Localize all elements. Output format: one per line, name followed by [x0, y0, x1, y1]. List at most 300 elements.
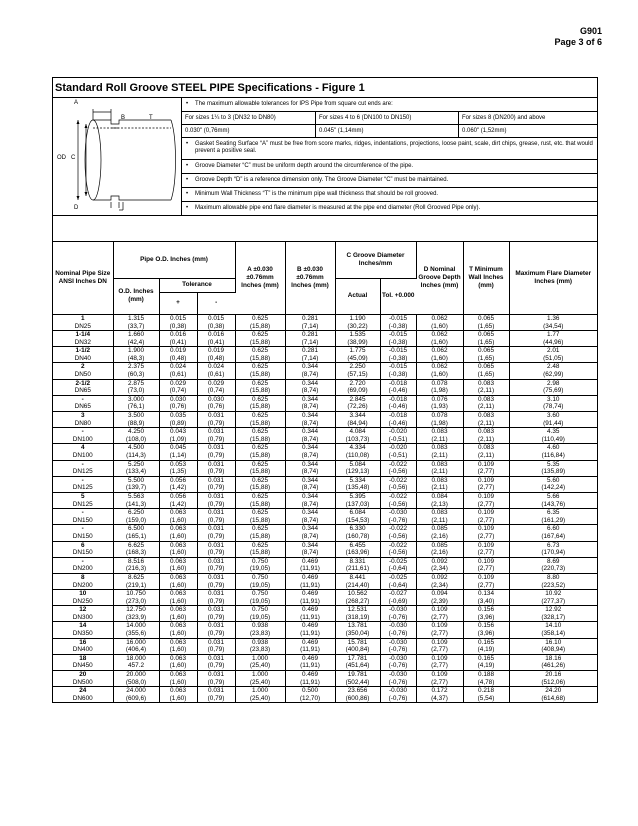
cell-value-metric: (114,3)	[126, 452, 146, 460]
cell-value: 0.344	[302, 476, 318, 484]
cell-d	[416, 395, 463, 411]
cell-value: 0.024	[208, 363, 224, 371]
cell-value-metric: (57,15)	[347, 371, 368, 379]
cell-tol-plus	[159, 671, 197, 687]
cell-value: 1	[80, 314, 85, 322]
cell-value: -0.025	[388, 573, 408, 581]
cell-value-metric: (1,65)	[477, 371, 495, 379]
cell-value: 0.625	[252, 379, 268, 387]
cell-value: -0.022	[388, 541, 408, 549]
table-row	[53, 460, 597, 476]
cell-value: 0.063	[170, 573, 186, 581]
cell-value: 0.625	[252, 331, 268, 339]
cell-tol-minus	[197, 331, 235, 347]
cell-b	[285, 444, 335, 460]
cell-value: 6.625	[128, 541, 144, 549]
cell-t	[463, 379, 509, 395]
cell-value-metric: (48,3)	[127, 354, 145, 362]
cell-value: 0.750	[252, 590, 268, 598]
table-row	[53, 347, 597, 363]
cell-value: 3.60	[547, 412, 560, 420]
cell-tol-plus	[159, 444, 197, 460]
cell-value-metric: (8,74)	[301, 387, 319, 395]
cell-value-metric: (4,19)	[477, 646, 495, 654]
cell-value: 0.030	[208, 395, 224, 403]
header-c: C Groove Diameter Inches/mm	[335, 242, 416, 278]
note-text: Gasket Seating Surface “A” must be free from score marks, ridges, indentations, projections, loose paint, scale, dirt chips, grease, rust, etc. that would prevent a positive seal.	[195, 141, 593, 155]
cell-value-metric: (168,3)	[125, 549, 147, 557]
cell-t	[463, 606, 509, 622]
header-tolerance: Tolerance	[159, 278, 235, 292]
cell-nominal	[53, 541, 113, 557]
cell-t	[463, 412, 509, 428]
cell-value-metric: (3,96)	[477, 630, 495, 638]
cell-value: 3.10	[547, 395, 560, 403]
cell-tol-plus	[159, 509, 197, 525]
cell-value: -0.025	[388, 557, 408, 565]
cell-flare	[509, 622, 597, 638]
cell-tol-minus	[197, 476, 235, 492]
cell-value: 0.031	[208, 671, 224, 679]
label-d: D	[74, 205, 79, 211]
cell-od	[113, 573, 159, 589]
cell-value-metric: (19,05)	[249, 597, 271, 605]
note-groove-depth	[182, 174, 597, 188]
cell-c-actual	[335, 525, 380, 541]
cell-value-metric: (318,19)	[345, 613, 370, 621]
cell-value: 0.188	[478, 671, 494, 679]
cell-value-metric: (-0,56)	[388, 468, 408, 476]
cell-value-metric: (15,88)	[249, 549, 271, 557]
cell-value-metric: (8,74)	[301, 516, 319, 524]
cell-value: 0.029	[170, 379, 186, 387]
tolerance-note	[182, 98, 597, 112]
cell-value-metric: (0,79)	[207, 678, 225, 686]
cell-flare	[509, 525, 597, 541]
cell-nominal	[53, 622, 113, 638]
cell-b	[285, 654, 335, 670]
cell-c-actual	[335, 379, 380, 395]
cell-value: 1.77	[547, 331, 560, 339]
cell-d	[416, 444, 463, 460]
cell-nominal	[53, 557, 113, 573]
cell-c-tol	[380, 638, 416, 654]
cell-value: 1.000	[252, 671, 268, 679]
cell-value: 0.024	[170, 363, 186, 371]
cell-d	[416, 573, 463, 589]
cell-value: 0.281	[302, 314, 318, 322]
cell-nominal	[53, 314, 113, 330]
cell-value-metric: (-0,76)	[388, 516, 408, 524]
cell-flare	[509, 590, 597, 606]
cell-tol-plus	[159, 395, 197, 411]
cell-tol-minus	[197, 573, 235, 589]
cell-value: 5	[80, 492, 85, 500]
cell-value: -0.022	[388, 476, 408, 484]
cell-value: 0.063	[170, 671, 186, 679]
cell-value: 20.16	[545, 671, 562, 679]
cell-value-metric: (15,88)	[249, 338, 271, 346]
cell-value: 0.469	[302, 573, 318, 581]
cell-b	[285, 687, 335, 703]
cell-value-metric: (-0,46)	[388, 403, 408, 411]
cell-c-actual	[335, 460, 380, 476]
table-row	[53, 363, 597, 379]
cell-value: 0.031	[208, 509, 224, 517]
cell-c-actual	[335, 428, 380, 444]
cell-value-metric: (4,78)	[477, 678, 495, 686]
cell-value-metric: DN40	[74, 354, 91, 362]
cell-value-metric: (1,14)	[169, 452, 187, 460]
table-row	[53, 314, 597, 330]
cell-value: 0.065	[478, 347, 494, 355]
cell-value-metric: (609,6)	[125, 694, 147, 702]
cell-value: 16.10	[545, 638, 562, 646]
cell-b	[285, 638, 335, 654]
cell-value-metric: DN200	[72, 581, 93, 589]
cell-value-metric: (1,93)	[431, 403, 448, 411]
cell-od	[113, 492, 159, 508]
cell-value-metric: (91,44)	[543, 419, 564, 427]
cell-value-metric: (8,74)	[301, 403, 319, 411]
header-actual: Actual	[335, 278, 380, 314]
cell-value-metric: (8,74)	[301, 371, 319, 379]
notes-list	[182, 98, 597, 215]
cell-value: -0.015	[388, 363, 408, 371]
cell-value-metric: (1,65)	[477, 354, 495, 362]
cell-value-metric: (160,78)	[345, 532, 370, 540]
cell-value-metric: (-0,56)	[388, 549, 408, 557]
cell-value: 0.469	[302, 638, 318, 646]
cell-value-metric: (0,79)	[207, 549, 225, 557]
cell-value: -	[81, 557, 84, 565]
cell-value-metric: (1,09)	[169, 435, 187, 443]
cell-value-metric: (1,60)	[431, 354, 448, 362]
cell-value: 0.750	[252, 606, 268, 614]
cell-value-metric: (69,09)	[347, 387, 368, 395]
cell-value-metric: DN350	[72, 630, 93, 638]
cell-value-metric: (15,88)	[249, 435, 271, 443]
cell-value: 0.076	[431, 395, 448, 403]
cell-value: 3	[80, 412, 85, 420]
cell-value-metric: DN150	[72, 516, 93, 524]
cell-value-metric: (350,04)	[345, 630, 370, 638]
cell-value: 1.000	[252, 687, 268, 695]
cell-value: 8.80	[547, 573, 560, 581]
cell-value: 0.083	[431, 444, 448, 452]
cell-tol-minus	[197, 492, 235, 508]
cell-value-metric: (15,88)	[249, 371, 271, 379]
cell-d	[416, 557, 463, 573]
cell-value: 0.062	[431, 347, 448, 355]
cell-value-metric: (216,3)	[125, 565, 147, 573]
cell-value: -0.015	[388, 331, 408, 339]
cell-d	[416, 331, 463, 347]
cell-value: -0.030	[388, 654, 408, 662]
cell-value-metric: (62,99)	[543, 371, 564, 379]
cell-value: 0.078	[431, 412, 448, 420]
cell-value: 0.218	[478, 687, 494, 695]
cell-value: 0.085	[431, 525, 448, 533]
cell-value: 14	[79, 622, 87, 630]
cell-a	[235, 671, 285, 687]
cell-value-metric: (1,98)	[431, 419, 448, 427]
cell-value-metric: (0,79)	[207, 581, 225, 589]
cell-nominal	[53, 347, 113, 363]
cell-value-metric: (0,79)	[207, 662, 225, 670]
cell-flare	[509, 671, 597, 687]
cell-a	[235, 654, 285, 670]
cell-value-metric: (214,40)	[345, 581, 370, 589]
cell-value-metric: (0,61)	[169, 371, 187, 379]
cell-value: 0.031	[208, 606, 224, 614]
cell-c-actual	[335, 444, 380, 460]
cell-value: 0.750	[252, 557, 268, 565]
cell-value-metric: (211,61)	[345, 565, 370, 573]
cell-d	[416, 525, 463, 541]
cell-tol-plus	[159, 541, 197, 557]
cell-value: 0.469	[302, 671, 318, 679]
cell-value: 2.48	[547, 363, 560, 371]
cell-tol-minus	[197, 606, 235, 622]
cell-value: 0.344	[302, 492, 318, 500]
tolerance-cell: 0.045" (1,14mm)	[316, 125, 459, 138]
cell-nominal	[53, 412, 113, 428]
cell-od	[113, 444, 159, 460]
table-row	[53, 331, 597, 347]
cell-tol-minus	[197, 395, 235, 411]
cell-value-metric: (23,83)	[249, 646, 271, 654]
cell-value: -0.022	[388, 525, 408, 533]
cell-value-metric: DN100	[72, 452, 93, 460]
cell-value: 1-1/2	[75, 347, 91, 355]
cell-value-metric: (11,91)	[300, 597, 320, 605]
cell-t	[463, 541, 509, 557]
cell-value-metric: (0,79)	[207, 468, 225, 476]
cell-value: 0.045	[170, 444, 186, 452]
cell-value-metric: (1,42)	[169, 484, 187, 492]
cell-tol-minus	[197, 509, 235, 525]
cell-value: 0.469	[302, 606, 318, 614]
cell-tol-plus	[159, 687, 197, 703]
cell-value-metric: (3,96)	[477, 613, 495, 621]
cell-t	[463, 622, 509, 638]
cell-value-metric: DN65	[74, 387, 91, 395]
cell-value-metric: (12,70)	[299, 694, 321, 702]
cell-nominal	[53, 509, 113, 525]
cell-a	[235, 347, 285, 363]
cell-value: -0.015	[388, 347, 408, 355]
cell-value: -0.030	[388, 671, 408, 679]
cell-value: 16	[79, 638, 87, 646]
cell-value: 6.330	[349, 525, 366, 533]
cell-value: 0.469	[302, 654, 318, 662]
cell-value-metric: (-0,76)	[388, 694, 408, 702]
figure-title: Standard Roll Groove STEEL PIPE Specifications - Figure 1	[53, 78, 597, 98]
cell-value-metric: (142,24)	[541, 484, 566, 492]
cell-t	[463, 460, 509, 476]
cell-value: 8.331	[349, 557, 366, 565]
cell-value-metric: (8,74)	[301, 532, 319, 540]
cell-value: 1.190	[349, 314, 366, 322]
header-t: T Minimum Wall Inches (mm)	[463, 242, 509, 314]
cell-value: 0.344	[302, 412, 318, 420]
cell-b	[285, 347, 335, 363]
cell-b	[285, 363, 335, 379]
cell-value: 0.109	[431, 654, 448, 662]
page-header	[554, 26, 602, 48]
figure-notes-section	[53, 98, 597, 216]
cell-value-metric: (1,60)	[431, 322, 448, 330]
cell-value: 14.10	[545, 622, 562, 630]
label-t: T	[149, 115, 153, 121]
table-row	[53, 573, 597, 589]
cell-tol-plus	[159, 379, 197, 395]
cell-value: 0.031	[208, 654, 224, 662]
cell-value: 0.015	[208, 314, 224, 322]
cell-value: -0.018	[388, 412, 408, 420]
cell-value-metric: (2,77)	[431, 630, 448, 638]
bullet-icon: •	[186, 101, 189, 107]
cell-value-metric: (8,74)	[301, 435, 319, 443]
cell-value-metric: (19,05)	[249, 613, 271, 621]
cell-value-metric: (2,39)	[431, 597, 448, 605]
cell-tol-minus	[197, 638, 235, 654]
cell-value: -	[81, 509, 84, 517]
cell-value: 12.750	[126, 606, 146, 614]
cell-value-metric: (-0,46)	[388, 419, 408, 427]
cell-value-metric: (143,76)	[541, 500, 566, 508]
cell-flare	[509, 395, 597, 411]
cell-a	[235, 606, 285, 622]
cell-value-metric: (273,0)	[125, 597, 147, 605]
header-nominal-size: Nominal Pipe Size ANSI Inches DN	[53, 242, 113, 314]
cell-t	[463, 363, 509, 379]
cell-c-actual	[335, 412, 380, 428]
cell-value: 0.031	[208, 541, 224, 549]
cell-value-metric: (2,11)	[477, 435, 495, 443]
cell-value-metric: (5,54)	[477, 694, 495, 702]
cell-value-metric: (1,65)	[477, 338, 495, 346]
cell-value-metric: (25,40)	[249, 694, 271, 702]
cell-value: 0.030	[170, 395, 186, 403]
cell-value-metric: (323,9)	[125, 613, 147, 621]
cell-value: 0.083	[478, 395, 494, 403]
cell-d	[416, 492, 463, 508]
cell-flare	[509, 541, 597, 557]
cell-value-metric: DN125	[72, 468, 93, 476]
note-flare-diameter	[182, 202, 597, 215]
cell-value-metric: (11,91)	[300, 662, 320, 670]
cell-value-metric: (3,40)	[477, 597, 495, 605]
cell-value: 0.063	[170, 525, 186, 533]
cell-nominal	[53, 654, 113, 670]
cell-value-metric: (408,94)	[541, 646, 566, 654]
cell-b	[285, 460, 335, 476]
cell-value: -0.030	[388, 638, 408, 646]
cell-value: 6.73	[547, 541, 560, 549]
cell-t	[463, 314, 509, 330]
cell-t	[463, 525, 509, 541]
cell-value-metric: (2,11)	[431, 435, 448, 443]
cell-value: 2.250	[349, 363, 366, 371]
cell-a	[235, 314, 285, 330]
cell-value: 0.092	[431, 573, 448, 581]
cell-value-metric: (-0,64)	[388, 565, 408, 573]
cell-value-metric: (2,11)	[477, 419, 495, 427]
bullet-icon: •	[186, 176, 189, 183]
cell-value: -0.030	[388, 509, 408, 517]
cell-value: 0.500	[302, 687, 318, 695]
cell-value: 12.92	[545, 606, 562, 614]
cell-value: 18.16	[545, 654, 562, 662]
cell-value-metric: (2,77)	[431, 678, 448, 686]
cell-nominal	[53, 606, 113, 622]
cell-a	[235, 476, 285, 492]
cell-value: 0.344	[302, 395, 318, 403]
cell-value-metric: (461,26)	[541, 662, 566, 670]
cell-value: 0.083	[478, 444, 494, 452]
cell-a	[235, 509, 285, 525]
cell-value: 12	[79, 606, 87, 614]
cell-value-metric: (11,91)	[300, 613, 320, 621]
cell-a	[235, 363, 285, 379]
cell-value: 5.334	[349, 476, 366, 484]
cell-value-metric: (1,60)	[169, 532, 187, 540]
cell-value-metric: (11,91)	[300, 581, 320, 589]
cell-value: 8.441	[349, 573, 366, 581]
cell-a	[235, 331, 285, 347]
cell-value: 0.134	[478, 590, 494, 598]
cell-c-tol	[380, 606, 416, 622]
cell-value: 0.109	[431, 638, 448, 646]
tolerance-note-text: The maximum allowable tolerances for IPS Pipe from square cut ends are:	[195, 101, 393, 107]
cell-value-metric: (141,3)	[125, 500, 147, 508]
cell-value: 0.938	[252, 638, 268, 646]
cell-value-metric: (1,98)	[431, 387, 448, 395]
cell-value: 0.031	[208, 590, 224, 598]
cell-value: 2.720	[349, 379, 366, 387]
cell-tol-plus	[159, 622, 197, 638]
cell-value: 0.344	[302, 541, 318, 549]
cell-c-tol	[380, 347, 416, 363]
cell-value: 4.35	[547, 428, 560, 436]
cell-value-metric: (-0,76)	[388, 613, 408, 621]
cell-value-metric: (11,91)	[300, 630, 320, 638]
cell-value: 6	[80, 541, 85, 549]
cell-value-metric: (4,37)	[431, 694, 448, 702]
cell-value-metric: (1,60)	[169, 630, 187, 638]
cell-value-metric: (0,74)	[169, 387, 187, 395]
cell-value-metric: (0,79)	[207, 500, 225, 508]
cell-value-metric: (33,7)	[127, 322, 145, 330]
cell-d	[416, 638, 463, 654]
cell-value-metric: (1,42)	[169, 500, 187, 508]
cell-value-metric: (15,88)	[249, 452, 271, 460]
label-b: B	[121, 115, 126, 121]
cell-value: 1.775	[349, 347, 366, 355]
cell-tol-minus	[197, 428, 235, 444]
cell-flare	[509, 638, 597, 654]
cell-od	[113, 347, 159, 363]
cell-value-metric: (355,6)	[125, 630, 147, 638]
cell-value-metric: (512,06)	[541, 678, 566, 686]
cell-b	[285, 606, 335, 622]
cell-value: 6.084	[349, 509, 366, 517]
cell-value: -0.022	[388, 492, 408, 500]
cell-value: 0.625	[252, 509, 268, 517]
cell-od	[113, 671, 159, 687]
